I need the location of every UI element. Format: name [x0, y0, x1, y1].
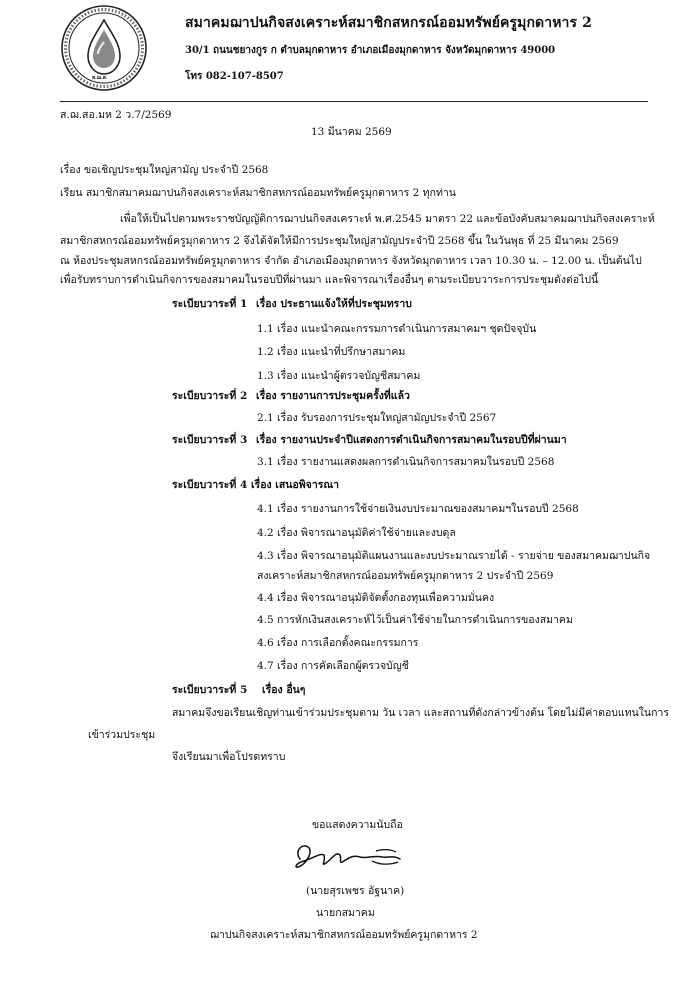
organization-address: 30/1 ถนนชยางกูร ก ตำบลมุกดาหาร อำเภอเมืองมุกดาหาร จังหวัดมุกดาหาร 49000: [185, 45, 556, 56]
agenda-item: 1.2 เรื่อง แนะนำที่ปรึกษาสมาคม: [257, 346, 406, 358]
agenda-item: 1.1 เรื่อง แนะนำคณะกรรมการดำเนินการสมาคมฯ ชุดปัจจุบัน: [257, 323, 537, 335]
agenda-item: 4.6 เรื่อง การเลือกตั้งคณะกรรมการ: [257, 637, 419, 649]
logo-caption: ส.ฌ.ส.: [92, 75, 108, 81]
signatory-organization: ฌาปนกิจสงเคราะห์สมาชิกสหกรณ์ออมทรัพย์ครูมุกดาหาร 2: [210, 929, 478, 941]
organization-phone: โทร 082-107-8507: [185, 71, 284, 82]
agenda-item: 4.2 เรื่อง พิจารณาอนุมัติค่าใช้จ่ายและงบดุล: [257, 527, 456, 539]
agenda-item: 2.1 เรื่อง รับรองการประชุมใหญ่สามัญประจำปี 2567: [257, 412, 497, 424]
handwritten-signature: [290, 837, 410, 877]
body-line: สมาชิกสหกรณ์ออมทรัพย์ครูมุกดาหาร 2 จึงได้จัดให้มีการประชุมใหญ่สามัญประจำปี 2568 ขึ้น ในวันพุธ ที่ 25 มีนาคม 2569: [60, 235, 619, 247]
closing-line: สมาคมจึงขอเรียนเชิญท่านเข้าร่วมประชุมตาม วัน เวลา และสถานที่ดังกล่าวข้างต้น โดยไม่มีค่าตอบแทนในการ: [172, 707, 669, 719]
agenda-title: เรื่อง รายงานการประชุมครั้งที่แล้ว: [256, 390, 410, 402]
agenda-item: 4.3 เรื่อง พิจารณาอนุมัติแผนงานและงบประมาณรายได้ - รายจ่าย ของสมาคมฌาปนกิจ: [257, 550, 651, 562]
agenda-item: 3.1 เรื่อง รายงานแสดงผลการดำเนินกิจการสมาคมในรอบปี 2568: [257, 456, 555, 468]
agenda-item: 4.5 การหักเงินสงเคราะห์ไว้เป็นค่าใช้จ่ายในการดำเนินการของสมาคม: [257, 614, 573, 626]
agenda-item: สงเคราะห์สมาชิกสหกรณ์ออมทรัพย์ครูมุกดาหาร 2 ประจำปี 2569: [257, 570, 554, 582]
agenda-title: เรื่อง อื่นๆ: [262, 684, 306, 696]
signatory-name: (นายสุรเพชร อัฐนาค): [306, 885, 405, 897]
signatory-position: นายกสมาคม: [316, 907, 375, 919]
organization-name: สมาคมฌาปนกิจสงเคราะห์สมาชิกสหกรณ์ออมทรัพย์ครูมุกดาหาร 2: [185, 15, 592, 31]
body-line: เพื่อให้เป็นไปตามพระราชบัญญัติการฌาปนกิจสงเคราะห์ พ.ศ.2545 มาตรา 22 และข้อบังคับสมาคมฌาปนกิจสงเคราะห์: [120, 213, 655, 225]
body-line: ณ ห้องประชุมสหกรณ์ออมทรัพย์ครูมุกดาหาร จำกัด อำเภอเมืองมุกดาหาร จังหวัดมุกดาหาร เวลา 10.30 น. – 12.00 น. เป็นต้นไป: [60, 255, 642, 267]
body-line: เพื่อรับทราบการดำเนินกิจการของสมาคมในรอบปีที่ผ่านมา และพิจารณาเรื่องอื่นๆ ตามระเบียบวาระการประชุมดังต่อไปนี้: [60, 274, 599, 286]
agenda-title: เรื่อง รายงานประจำปีแสดงการดำเนินกิจการสมาคมในรอบปีที่ผ่านมา: [256, 434, 567, 446]
agenda-item: 1.3 เรื่อง แนะนำผู้ตรวจบัญชีสมาคม: [257, 370, 421, 382]
agenda-item: 4.4 เรื่อง พิจารณาอนุมัติจัดตั้งกองทุนเพื่อความมั่นคง: [257, 592, 495, 604]
subject-line: เรื่อง ขอเชิญประชุมใหญ่สามัญ ประจำปี 2568: [60, 164, 269, 176]
agenda-label: ระเบียบวาระที่ 1: [172, 298, 248, 310]
agenda-label: ระเบียบวาระที่ 4 เรื่อง เสนอพิจารณา: [172, 479, 340, 491]
recipient-line: เรียน สมาชิกสมาคมฌาปนกิจสงเคราะห์สมาชิกสหกรณ์ออมทรัพย์ครูมุกดาหาร 2 ทุกท่าน: [60, 187, 456, 199]
agenda-item: 4.1 เรื่อง รายงานการใช้จ่ายเงินงบประมาณของสมาคมฯในรอบปี 2568: [257, 503, 579, 515]
agenda-label: ระเบียบวาระที่ 5: [172, 684, 248, 696]
closing-line: เข้าร่วมประชุม: [88, 729, 156, 741]
document-number: ส.ฌ.สอ.มห 2 ว.7/2569: [60, 109, 172, 121]
agenda-title: เรื่อง ประธานแจ้งให้ที่ประชุมทราบ: [256, 298, 412, 310]
closing-request: จึงเรียนมาเพื่อโปรดทราบ: [172, 751, 286, 763]
agenda-label: ระเบียบวาระที่ 2: [172, 390, 248, 402]
salutation: ขอแสดงความนับถือ: [312, 819, 403, 831]
document-date: 13 มีนาคม 2569: [311, 126, 392, 138]
agenda-label: ระเบียบวาระที่ 3: [172, 434, 248, 446]
agenda-item: 4.7 เรื่อง การคัดเลือกผู้ตรวจบัญชี: [257, 660, 409, 672]
header-divider: [60, 101, 648, 102]
